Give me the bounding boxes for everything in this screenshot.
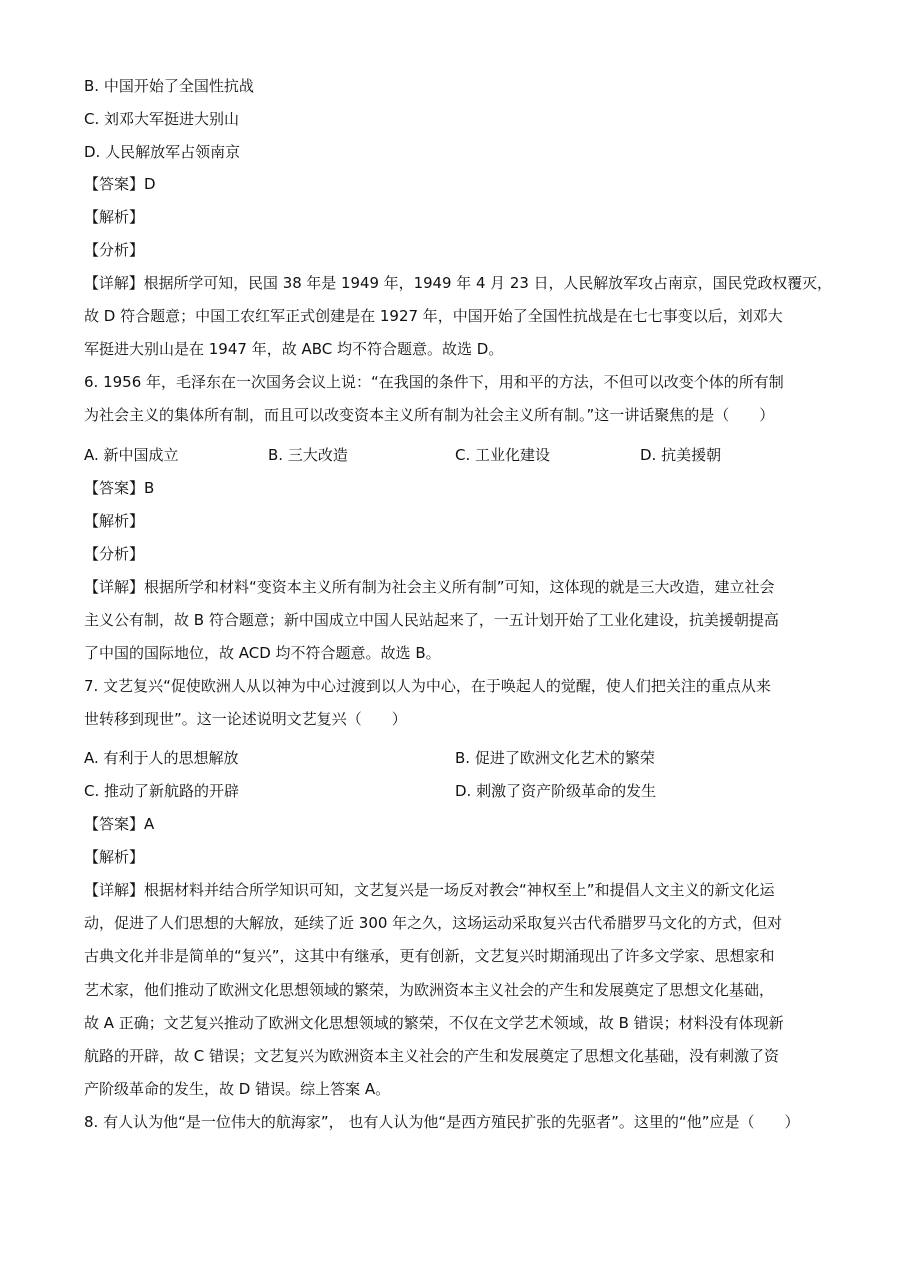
q6-stem-line: 为社会主义的集体所有制，而且可以改变资本主义所有制为社会主义所有制。”这一讲话聚焦的是（ ）: [84, 406, 775, 424]
q6-option-d: D. 抗美援朝: [640, 446, 722, 464]
q6-jiexi-heading: 【解析】: [84, 512, 145, 530]
q6-answer: 【答案】B: [84, 479, 155, 497]
q7-option-c: C. 推动了新航路的开辟: [84, 782, 240, 800]
q5-option-c: C. 刘邓大军挺进大别山: [84, 110, 240, 128]
q7-detail-line: 古典文化并非是简单的“复兴”，这其中有继承，更有创新，文艺复兴时期涌现出了许多文学家、思想家和: [84, 947, 775, 965]
q6-detail-line: 【详解】根据所学和材料“变资本主义所有制为社会主义所有制”可知，这体现的就是三大改造，建立社会: [84, 578, 775, 596]
q6-stem-line: 6. 1956 年，毛泽东在一次国务会议上说：“在我国的条件下，用和平的方法，不但可以改变个体的所有制: [84, 373, 784, 391]
q7-option-d: D. 刺激了资产阶级革命的发生: [455, 782, 657, 800]
q6-fenxi-heading: 【分析】: [84, 545, 145, 563]
q5-fenxi-heading: 【分析】: [84, 241, 145, 259]
q6-option-a: A. 新中国成立: [84, 446, 179, 464]
q6-option-b: B. 三大改造: [268, 446, 348, 464]
q7-answer: 【答案】A: [84, 815, 155, 833]
q7-jiexi-heading: 【解析】: [84, 848, 145, 866]
q5-answer: 【答案】D: [84, 175, 156, 193]
q7-detail-line: 产阶级革命的发生，故 D 错误。综上答案 A。: [84, 1080, 391, 1098]
q5-detail-line: 故 D 符合题意；中国工农红军正式创建是在 1927 年，中国开始了全国性抗战是在七七事变以后，刘邓大: [84, 307, 783, 325]
q7-detail-line: 航路的开辟，故 C 错误；文艺复兴为欧洲资本主义社会的产生和发展奠定了思想文化基础，没有刺激了资: [84, 1047, 780, 1065]
q6-detail-line: 主义公有制，故 B 符合题意；新中国成立中国人民站起来了，一五计划开始了工业化建设，抗美援朝提高: [84, 611, 779, 629]
q7-detail-line: 【详解】根据材料并结合所学知识可知，文艺复兴是一场反对教会“神权至上”和提倡人文主义的新文化运: [84, 881, 775, 899]
q5-detail-line: 【详解】根据所学可知，民国 38 年是 1949 年，1949 年 4 月 23 日，人民解放军攻占南京，国民党政权覆灭，: [84, 274, 832, 292]
q8-stem-line: 8. 有人认为他“是一位伟大的航海家”， 也有人认为他“是西方殖民扩张的先驱者”。这里的“他”应是（ ）: [84, 1113, 800, 1131]
q6-option-c: C. 工业化建设: [455, 446, 551, 464]
q6-detail-line: 了中国的国际地位，故 ACD 均不符合题意。故选 B。: [84, 644, 441, 662]
q5-jiexi-heading: 【解析】: [84, 208, 145, 226]
q7-detail-line: 动，促进了人们思想的大解放，延续了近 300 年之久，这场运动采取复兴古代希腊罗马文化的方式，但对: [84, 914, 783, 932]
q7-detail-line: 艺术家，他们推动了欧洲文化思想领域的繁荣，为欧洲资本主义社会的产生和发展奠定了思想文化基础，: [84, 981, 775, 999]
q5-detail-line: 军挺进大别山是在 1947 年，故 ABC 均不符合题意。故选 D。: [84, 340, 504, 358]
q7-stem-line: 世转移到现世”。这一论述说明文艺复兴（ ）: [84, 710, 407, 728]
q7-detail-line: 故 A 正确；文艺复兴推动了欧洲文化思想领域的繁荣，不仅在文学艺术领域，故 B 错误；材料没有体现新: [84, 1014, 784, 1032]
q7-option-a: A. 有利于人的思想解放: [84, 749, 239, 767]
q7-stem-line: 7. 文艺复兴“促使欧洲人从以神为中心过渡到以人为中心，在于唤起人的觉醒，使人们把关注的重点从来: [84, 677, 771, 695]
q7-option-b: B. 促进了欧洲文化艺术的繁荣: [455, 749, 655, 767]
q5-option-b: B. 中国开始了全国性抗战: [84, 77, 254, 95]
q5-option-d: D. 人民解放军占领南京: [84, 143, 241, 161]
